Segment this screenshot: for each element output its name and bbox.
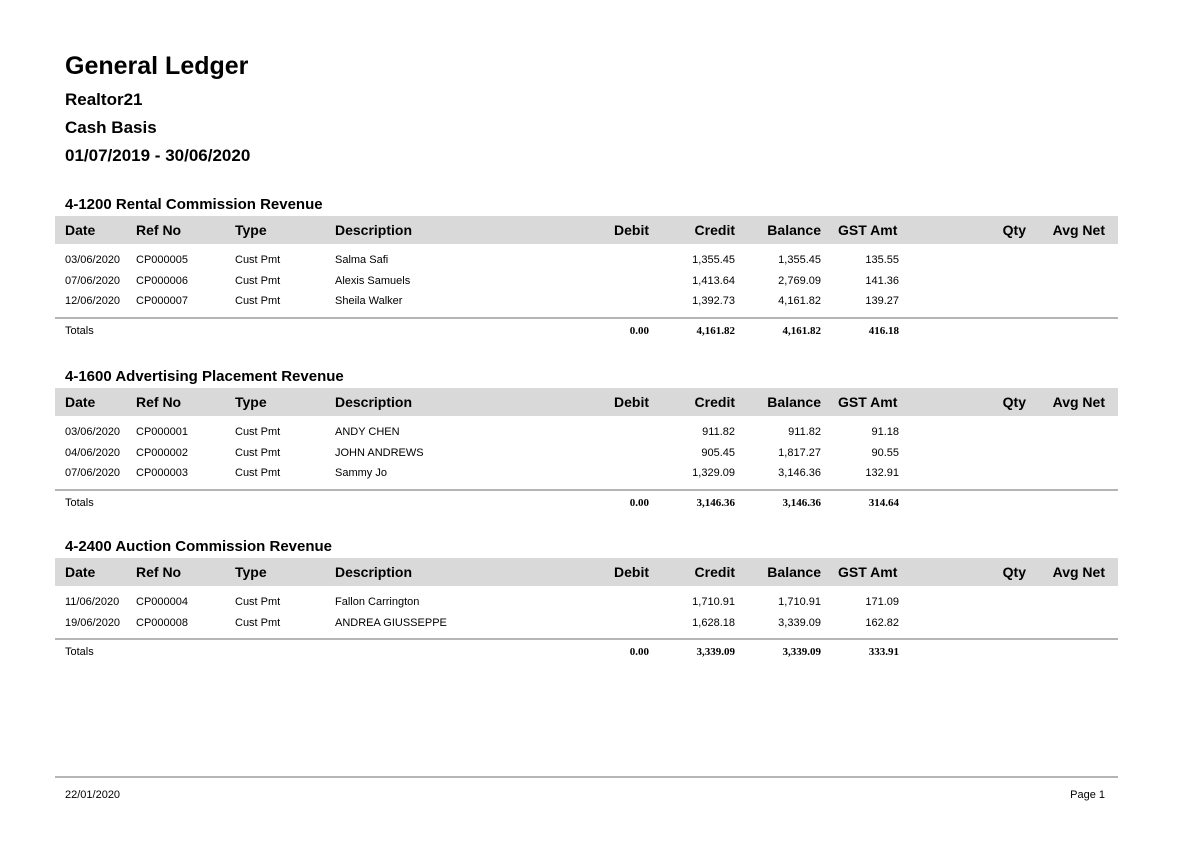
cell-credit: 1,392.73	[692, 295, 735, 307]
cell-desc: Alexis Samuels	[335, 274, 411, 287]
column-header-type: Type	[235, 564, 267, 580]
ledger-section	[55, 538, 1118, 698]
cell-credit: 1,413.64	[692, 274, 735, 287]
cell-date: 12/06/2020	[65, 295, 121, 307]
cell-balance: 1,355.45	[778, 254, 821, 266]
totals-gst: 333.91	[868, 646, 899, 658]
column-header-gst: GST Amt	[838, 394, 898, 410]
cell-desc: Salma Safi	[335, 254, 389, 266]
cell-gst: 171.09	[865, 596, 899, 608]
totals-label: Totals	[65, 646, 94, 658]
totals-credit: 3,339.09	[696, 646, 735, 658]
cell-ref: CP000003	[136, 467, 188, 479]
cell-ref: CP000006	[136, 274, 188, 287]
report-period: 01/07/2019 - 30/06/2020	[65, 146, 251, 165]
totals-debit: 0.00	[629, 646, 649, 658]
table-row	[55, 444, 1118, 464]
column-header-row	[55, 216, 1118, 244]
cell-gst: 139.27	[865, 295, 899, 307]
cell-type: Cust Pmt	[235, 295, 281, 307]
column-header-balance: Balance	[767, 564, 821, 580]
totals-label: Totals	[65, 324, 94, 337]
company-name: Realtor21	[65, 90, 143, 109]
cell-date: 07/06/2020	[65, 467, 121, 479]
cell-ref: CP000005	[136, 254, 188, 266]
column-header-date: Date	[65, 564, 96, 580]
column-header-credit: Credit	[694, 564, 735, 580]
account-title: 4-2400 Auction Commission Revenue	[65, 538, 333, 555]
footer-divider	[55, 776, 1118, 778]
column-header-row	[55, 558, 1118, 586]
cell-desc: ANDY CHEN	[335, 426, 400, 438]
cell-ref: CP000004	[136, 596, 188, 608]
column-header-ref: Ref No	[136, 222, 182, 238]
cell-ref: CP000001	[136, 426, 188, 438]
table-row	[55, 251, 1118, 271]
cell-date: 03/06/2020	[65, 254, 121, 266]
column-header-row	[55, 388, 1118, 416]
column-header-debit: Debit	[614, 222, 649, 238]
cell-balance: 2,769.09	[778, 274, 821, 287]
cell-date: 11/06/2020	[65, 596, 120, 608]
column-header-gst: GST Amt	[838, 222, 898, 238]
cell-balance: 3,146.36	[778, 467, 821, 479]
totals-balance: 4,161.82	[782, 324, 821, 337]
cell-type: Cust Pmt	[235, 274, 281, 287]
column-header-desc: Description	[335, 394, 413, 410]
column-header-type: Type	[235, 222, 267, 238]
footer-page-number: Page 1	[1070, 789, 1105, 801]
cell-balance: 911.82	[788, 426, 821, 438]
totals-gst: 314.64	[868, 496, 899, 509]
totals-divider	[55, 638, 1118, 640]
totals-row	[55, 643, 1118, 663]
totals-debit: 0.00	[629, 324, 649, 337]
column-header-date: Date	[65, 222, 96, 238]
column-header-avg: Avg Net	[1052, 394, 1105, 410]
cell-desc: ANDREA GIUSSEPPE	[335, 616, 447, 629]
totals-credit: 3,146.36	[696, 496, 735, 509]
column-header-desc: Description	[335, 564, 413, 580]
cell-gst: 90.55	[871, 446, 899, 459]
cell-credit: 911.82	[702, 426, 735, 438]
column-header-ref: Ref No	[136, 394, 182, 410]
cell-desc: JOHN ANDREWS	[335, 446, 424, 459]
table-row	[55, 292, 1118, 312]
footer-print-date: 22/01/2020	[65, 789, 121, 801]
column-header-balance: Balance	[767, 394, 821, 410]
column-header-avg: Avg Net	[1052, 222, 1105, 238]
column-header-desc: Description	[335, 222, 413, 238]
cell-credit: 1,710.91	[692, 596, 735, 608]
column-header-balance: Balance	[767, 222, 821, 238]
cell-credit: 1,355.45	[692, 254, 735, 266]
ledger-section	[55, 368, 1118, 528]
cell-gst: 141.36	[865, 274, 899, 287]
column-header-type: Type	[235, 394, 267, 410]
totals-row	[55, 494, 1118, 514]
cell-type: Cust Pmt	[235, 426, 281, 438]
table-row	[55, 272, 1118, 292]
column-header-date: Date	[65, 394, 96, 410]
cell-gst: 135.55	[865, 254, 899, 266]
cell-type: Cust Pmt	[235, 616, 281, 629]
cell-type: Cust Pmt	[235, 446, 281, 459]
cell-balance: 3,339.09	[778, 616, 821, 629]
report-title: General Ledger	[65, 52, 249, 80]
totals-credit: 4,161.82	[696, 324, 735, 337]
column-header-avg: Avg Net	[1052, 564, 1105, 580]
column-header-gst: GST Amt	[838, 564, 898, 580]
cell-desc: Sammy Jo	[335, 467, 387, 479]
report-header	[65, 50, 250, 166]
column-header-qty: Qty	[1002, 564, 1026, 580]
table-row	[55, 593, 1118, 613]
cell-type: Cust Pmt	[235, 254, 281, 266]
totals-balance: 3,339.09	[782, 646, 821, 658]
cell-balance: 1,710.91	[778, 596, 821, 608]
column-header-ref: Ref No	[136, 564, 182, 580]
cell-desc: Sheila Walker	[335, 295, 403, 307]
cell-credit: 1,329.09	[692, 467, 735, 479]
column-header-qty: Qty	[1002, 222, 1026, 238]
cell-ref: CP000002	[136, 446, 188, 459]
cell-ref: CP000007	[136, 295, 188, 307]
account-title: 4-1200 Rental Commission Revenue	[65, 196, 323, 213]
totals-gst: 416.18	[868, 324, 899, 337]
totals-debit: 0.00	[629, 496, 649, 509]
cell-type: Cust Pmt	[235, 596, 281, 608]
totals-row	[55, 322, 1118, 342]
cell-date: 03/06/2020	[65, 426, 121, 438]
table-row	[55, 614, 1118, 634]
cell-date: 19/06/2020	[65, 616, 121, 629]
table-row	[55, 423, 1118, 443]
table-row	[55, 464, 1118, 484]
cell-balance: 4,161.82	[778, 295, 821, 307]
cell-date: 04/06/2020	[65, 446, 121, 459]
column-header-qty: Qty	[1002, 394, 1026, 410]
cell-credit: 1,628.18	[692, 616, 735, 629]
totals-label: Totals	[65, 496, 94, 509]
column-header-credit: Credit	[694, 222, 735, 238]
totals-divider	[55, 317, 1118, 319]
cell-balance: 1,817.27	[778, 446, 821, 459]
column-header-credit: Credit	[694, 394, 735, 410]
column-header-debit: Debit	[614, 394, 649, 410]
report-basis: Cash Basis	[65, 118, 157, 137]
totals-balance: 3,146.36	[782, 496, 821, 509]
cell-gst: 162.82	[865, 616, 899, 629]
cell-type: Cust Pmt	[235, 467, 281, 479]
account-title: 4-1600 Advertising Placement Revenue	[65, 368, 344, 385]
cell-gst: 91.18	[871, 426, 899, 438]
cell-date: 07/06/2020	[65, 274, 121, 287]
cell-desc: Fallon Carrington	[335, 596, 420, 608]
cell-ref: CP000008	[136, 616, 188, 629]
ledger-section	[55, 196, 1118, 356]
totals-divider	[55, 489, 1118, 491]
column-header-debit: Debit	[614, 564, 649, 580]
cell-gst: 132.91	[865, 467, 899, 479]
cell-credit: 905.45	[701, 446, 735, 459]
